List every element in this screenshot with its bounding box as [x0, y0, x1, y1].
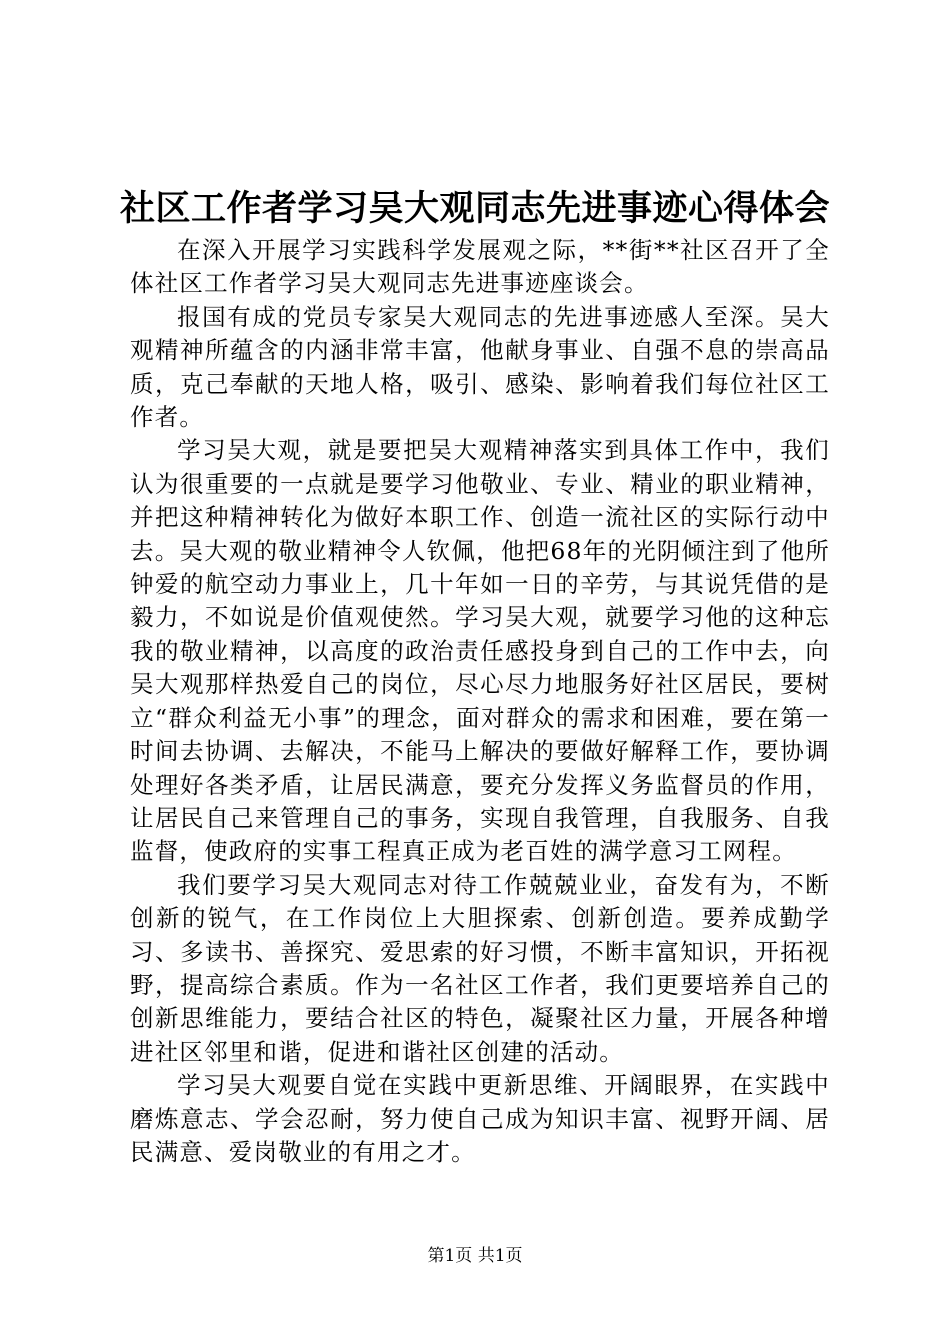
document-body	[130, 234, 830, 1169]
page-number-footer: 第1页 共1页	[427, 1246, 523, 1266]
paragraph-4: 我们要学习吴大观同志对待工作兢兢业业，奋发有为，不断创新的锐气，在工作岗位上大胆探索、创新创造。要养成勤学习、多读书、善探究、爱思索的好习惯，不断丰富知识，开拓视野，提高综合素质。作为一名社区工作者，我们更要培养自己的创新思维能力，要结合社区的特色，凝聚社区力量，开展各种增进社区邻里和谐，促进和谐社区创建的活动。	[130, 870, 830, 1066]
paragraph-2: 报国有成的党员专家吴大观同志的先进事迹感人至深。吴大观精神所蕴含的内涵非常丰富，他献身事业、自强不息的崇高品质，克己奉献的天地人格，吸引、感染、影响着我们每位社区工作者。	[130, 302, 830, 432]
document-title: 社区工作者学习吴大观同志先进事迹心得体会	[119, 188, 830, 229]
paragraph-1: 在深入开展学习实践科学发展观之际，**街**社区召开了全体社区工作者学习吴大观同志先进事迹座谈会。	[130, 236, 830, 298]
paragraph-3: 学习吴大观，就是要把吴大观精神落实到具体工作中，我们认为很重要的一点就是要学习他敬业、专业、精业的职业精神，并把这种精神转化为做好本职工作、创造一流社区的实际行动中去。吴大观的敬业精神令人钦佩，他把68年的光阴倾注到了他所钟爱的航空动力事业上，几十年如一日的辛劳，与其说凭借的是毅力，不如说是价值观使然。学习吴大观，就要学习他的这种忘我的敬业精神，以高度的政治责任感投身到自己的工作中去，向吴大观那样热爱自己的岗位，尽心尽力地服务好社区居民，要树立“群众利益无小事”的理念，面对群众的需求和困难，要在第一时间去协调、去解决，不能马上解决的要做好解释工作，要协调处理好各类矛盾，让居民满意，要充分发挥义务监督员的作用，让居民自己来管理自己的事务，实现自我管理，自我服务、自我监督，使政府的实事工程真正成为老百姓的满学意习工网程。	[130, 436, 830, 866]
paragraph-5: 学习吴大观要自觉在实践中更新思维、开阔眼界，在实践中磨炼意志、学会忍耐，努力使自己成为知识丰富、视野开阔、居民满意、爱岗敬业的有用之才。	[130, 1071, 830, 1166]
